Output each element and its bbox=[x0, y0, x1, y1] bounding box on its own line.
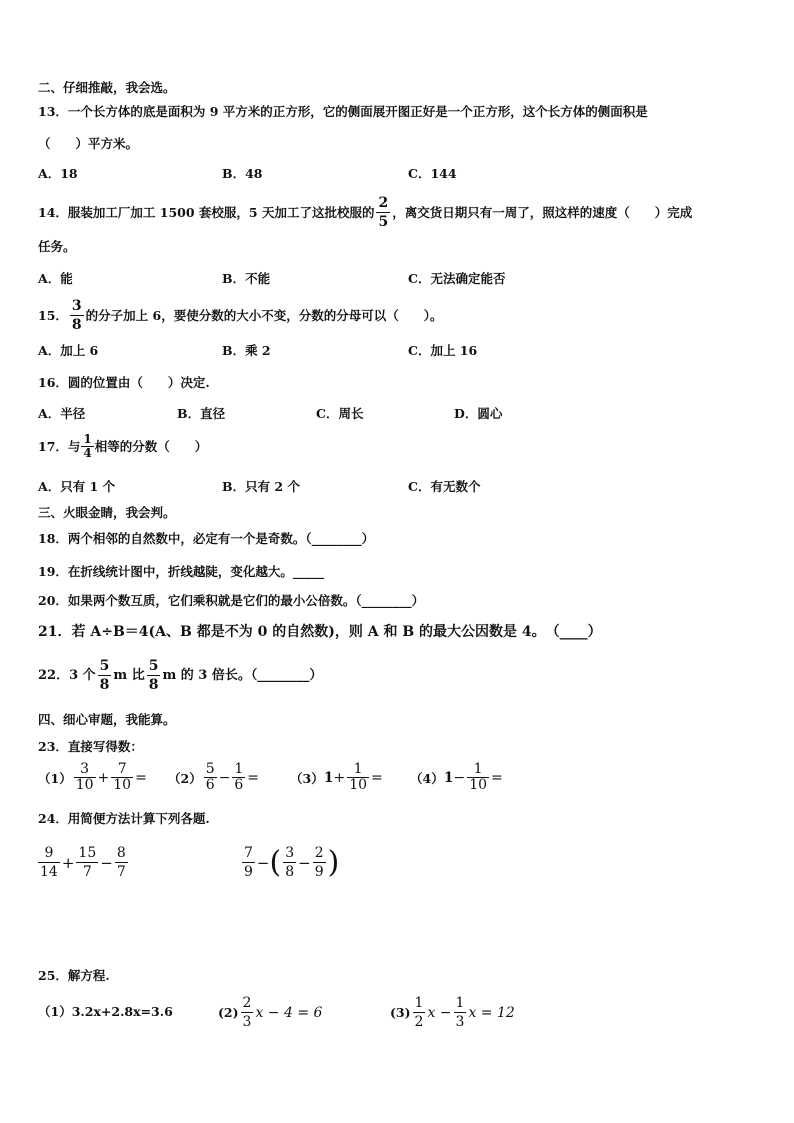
q23-p2-a-num: 5 bbox=[205, 761, 215, 777]
q19-text: 19．在折线统计图中，折线越陡，变化越大。_____ bbox=[38, 564, 325, 579]
q15-option-c[interactable]: C．加上 16 bbox=[408, 343, 478, 358]
q23-p1-b-den: 10 bbox=[113, 777, 132, 793]
q24-e2-frac-a bbox=[242, 844, 255, 881]
q23-p3-op: + bbox=[333, 769, 346, 786]
q15-frac-num: 3 bbox=[71, 298, 82, 314]
q14-text-pre: 14．服装加工厂加工 1500 套校服，5 天加工了这批校服的 bbox=[38, 204, 375, 220]
q13-text-line1: 13．一个长方体的底是面积为 9 平方米的正方形，它的侧面展开图正好是一个正方形，这个长方体的侧面积是 bbox=[38, 104, 648, 119]
q23-p4-op: − bbox=[453, 769, 466, 786]
q25-part-2 bbox=[218, 994, 322, 1031]
q14-text-post: ，离交货日期只有一周了，照这样的速度（ ）完成 bbox=[392, 204, 693, 220]
q25-p3-f2-den: 3 bbox=[455, 1014, 465, 1030]
q23-p3-b-den: 10 bbox=[349, 777, 368, 793]
q23-part-3 bbox=[290, 762, 383, 793]
q24-e1-op1: + bbox=[61, 853, 75, 872]
q23-p3-label: （3） bbox=[290, 770, 324, 786]
q15-text-post: 的分子加上 6，要使分数的大小不变，分数的分母可以（ ）。 bbox=[85, 307, 443, 323]
q23-p2-op: − bbox=[218, 769, 231, 786]
q14-option-a[interactable]: A．能 bbox=[38, 271, 73, 286]
q17-text bbox=[38, 433, 207, 460]
q24-e1-c-num: 8 bbox=[116, 845, 126, 861]
q23-p3-eq: = bbox=[371, 769, 383, 786]
q23-p1-b-num: 7 bbox=[117, 761, 127, 777]
q23-p3-b-num: 1 bbox=[353, 761, 363, 777]
q23-p4-frac-b bbox=[467, 762, 489, 793]
q17-option-c[interactable]: C．有无数个 bbox=[408, 479, 481, 494]
q23-p2-frac-b bbox=[232, 762, 245, 793]
q25-p2-num: 2 bbox=[242, 995, 252, 1011]
q23-p3-frac-b bbox=[347, 762, 369, 793]
q22-fraction-1 bbox=[98, 657, 112, 694]
q14-option-b[interactable]: B．不能 bbox=[222, 271, 271, 286]
q14-option-c[interactable]: C．无法确定能否 bbox=[408, 271, 506, 286]
q23-p1-label: （1） bbox=[38, 770, 72, 786]
q23-part-2 bbox=[168, 762, 259, 793]
section-3-title: 三、火眼金睛，我会判。 bbox=[38, 505, 176, 520]
q24-e2-left-paren: ( bbox=[269, 844, 282, 880]
q14-fraction bbox=[376, 194, 390, 231]
q14-text-line1 bbox=[38, 194, 692, 231]
q15-text bbox=[38, 297, 442, 334]
q25-p2-frac bbox=[241, 994, 254, 1031]
q15-fraction bbox=[70, 297, 84, 334]
q22-frac1-num: 5 bbox=[99, 658, 110, 674]
q22-fraction-2 bbox=[147, 657, 161, 694]
q17-frac-den: 4 bbox=[83, 446, 92, 460]
q17-option-b[interactable]: B．只有 2 个 bbox=[222, 479, 300, 494]
q23-p1-frac-b bbox=[111, 762, 133, 793]
q22-text-pre: 22．3 个 bbox=[38, 667, 96, 683]
q24-expression-1 bbox=[36, 844, 130, 881]
q15-num: 15． bbox=[38, 307, 68, 323]
q22-text-post: m 的 3 倍长。（________） bbox=[162, 667, 323, 683]
q24-e1-a-den: 14 bbox=[40, 864, 58, 880]
q18-text: 18．两个相邻的自然数中，必定有一个是奇数。（________） bbox=[38, 531, 375, 546]
q21-text: 21．若 A÷B＝4(A、B 都是不为 0 的自然数)，则 A 和 B 的最大公因数是 4。 （____） bbox=[38, 624, 602, 640]
q23-p1-op: + bbox=[97, 769, 110, 786]
q25-p3-frac-2 bbox=[454, 994, 467, 1031]
q23-p4-b-den: 10 bbox=[469, 777, 488, 793]
section-2-title: 二、仔细推敲，我会选。 bbox=[38, 80, 176, 95]
q13-text-line2: （ ）平方米。 bbox=[38, 136, 139, 151]
q24-e1-b-num: 15 bbox=[78, 845, 97, 861]
q15-option-a[interactable]: A．加上 6 bbox=[38, 343, 99, 358]
q23-p1-frac-a bbox=[74, 762, 96, 793]
q24-e1-frac-c bbox=[115, 844, 128, 881]
q24-expression-2 bbox=[240, 844, 339, 881]
q20-text: 20．如果两个数互质，它们乘积就是它们的最小公倍数。（________） bbox=[38, 593, 425, 608]
q17-fraction bbox=[81, 433, 93, 460]
q24-e1-frac-b bbox=[76, 844, 98, 881]
q23-p1-a-den: 10 bbox=[75, 777, 94, 793]
q24-e2-b-num: 3 bbox=[285, 845, 295, 861]
q24-e2-frac-b bbox=[283, 844, 296, 881]
q23-p2-a-den: 6 bbox=[205, 777, 215, 793]
q24-e1-a-num: 9 bbox=[44, 845, 54, 861]
q23-p2-b-num: 1 bbox=[234, 761, 244, 777]
q13-option-b[interactable]: B．48 bbox=[222, 166, 263, 181]
q23-p2-frac-a bbox=[204, 762, 217, 793]
q25-p3-label: (3) bbox=[390, 1005, 411, 1020]
q24-e1-c-den: 7 bbox=[116, 864, 126, 880]
q22-text bbox=[38, 657, 322, 694]
q16-option-b[interactable]: B．直径 bbox=[177, 406, 226, 421]
q15-frac-den: 8 bbox=[71, 317, 82, 333]
q16-option-c[interactable]: C．周长 bbox=[316, 406, 364, 421]
q14-text-line2: 任务。 bbox=[38, 239, 76, 254]
q25-p2-label: (2) bbox=[218, 1005, 239, 1020]
q23-p4-b-num: 1 bbox=[473, 761, 483, 777]
q22-frac2-num: 5 bbox=[148, 658, 159, 674]
q23-p1-eq: = bbox=[135, 769, 147, 786]
q24-e2-right-paren: ) bbox=[327, 844, 340, 880]
q17-text-pre: 17．与 bbox=[38, 438, 81, 454]
q25-part-1: （1）3.2x+2.8x=3.6 bbox=[38, 1004, 173, 1019]
q13-option-c[interactable]: C．144 bbox=[408, 166, 457, 181]
q22-text-mid: m 比 bbox=[113, 667, 145, 683]
q24-e2-a-den: 9 bbox=[244, 864, 253, 880]
q14-frac-den: 5 bbox=[378, 214, 389, 230]
q24-e1-frac-a bbox=[38, 844, 60, 881]
q23-p1-a-num: 3 bbox=[80, 761, 90, 777]
q14-frac-num: 2 bbox=[378, 195, 389, 211]
q22-frac1-den: 8 bbox=[99, 677, 110, 693]
q24-e2-op1: − bbox=[256, 853, 270, 872]
q23-p2-label: （2） bbox=[168, 770, 202, 786]
q25-p3-mid: x − bbox=[427, 1004, 452, 1021]
q24-e2-b-den: 8 bbox=[285, 864, 295, 880]
q23-part-4 bbox=[410, 762, 503, 793]
q23-p4-eq: = bbox=[491, 769, 503, 786]
q15-option-b[interactable]: B．乘 2 bbox=[222, 343, 271, 358]
q24-e1-op2: − bbox=[100, 853, 113, 872]
q24-e1-b-den: 7 bbox=[76, 862, 98, 881]
q25-p3-frac-1 bbox=[413, 994, 426, 1031]
q25-p2-rest: x − 4 = 6 bbox=[255, 1004, 323, 1021]
q24-e2-a-num: 7 bbox=[244, 845, 253, 861]
q24-e2-op2: − bbox=[298, 853, 311, 872]
q25-p3-rest: x = 12 bbox=[468, 1004, 515, 1021]
q25-p3-f2-num: 1 bbox=[455, 995, 465, 1011]
q25-part-3 bbox=[390, 994, 515, 1031]
q16-text: 16．圆的位置由（ ）决定. bbox=[38, 375, 210, 390]
q22-frac2-den: 8 bbox=[148, 677, 159, 693]
q24-e2-frac-c bbox=[313, 844, 326, 881]
q24-title: 24．用简便方法计算下列各题. bbox=[38, 811, 210, 826]
q23-p4-whole: 1 bbox=[443, 769, 454, 786]
q16-option-a[interactable]: A．半径 bbox=[38, 406, 86, 421]
q23-p3-whole: 1 bbox=[323, 769, 334, 786]
section-4-title: 四、细心审题，我能算。 bbox=[38, 712, 176, 727]
q25-p3-f1-den: 2 bbox=[414, 1014, 424, 1030]
q25-p2-den: 3 bbox=[242, 1014, 252, 1030]
q23-title: 23．直接写得数： bbox=[38, 739, 143, 754]
q17-text-post: 相等的分数（ ） bbox=[94, 438, 208, 454]
q23-p2-b-den: 6 bbox=[234, 777, 244, 793]
q16-option-d[interactable]: D．圆心 bbox=[454, 406, 503, 421]
q17-frac-num: 1 bbox=[83, 432, 92, 446]
q24-e2-c-den: 9 bbox=[314, 864, 324, 880]
q25-title: 25．解方程. bbox=[38, 968, 110, 983]
q23-p4-label: （4） bbox=[410, 770, 444, 786]
q25-p3-f1-num: 1 bbox=[414, 995, 424, 1011]
q24-e2-c-num: 2 bbox=[314, 845, 324, 861]
q13-option-a[interactable]: A．18 bbox=[38, 166, 78, 181]
q17-option-a[interactable]: A．只有 1 个 bbox=[38, 479, 116, 494]
q23-p2-eq: = bbox=[247, 769, 260, 786]
q23-part-1 bbox=[38, 762, 147, 793]
